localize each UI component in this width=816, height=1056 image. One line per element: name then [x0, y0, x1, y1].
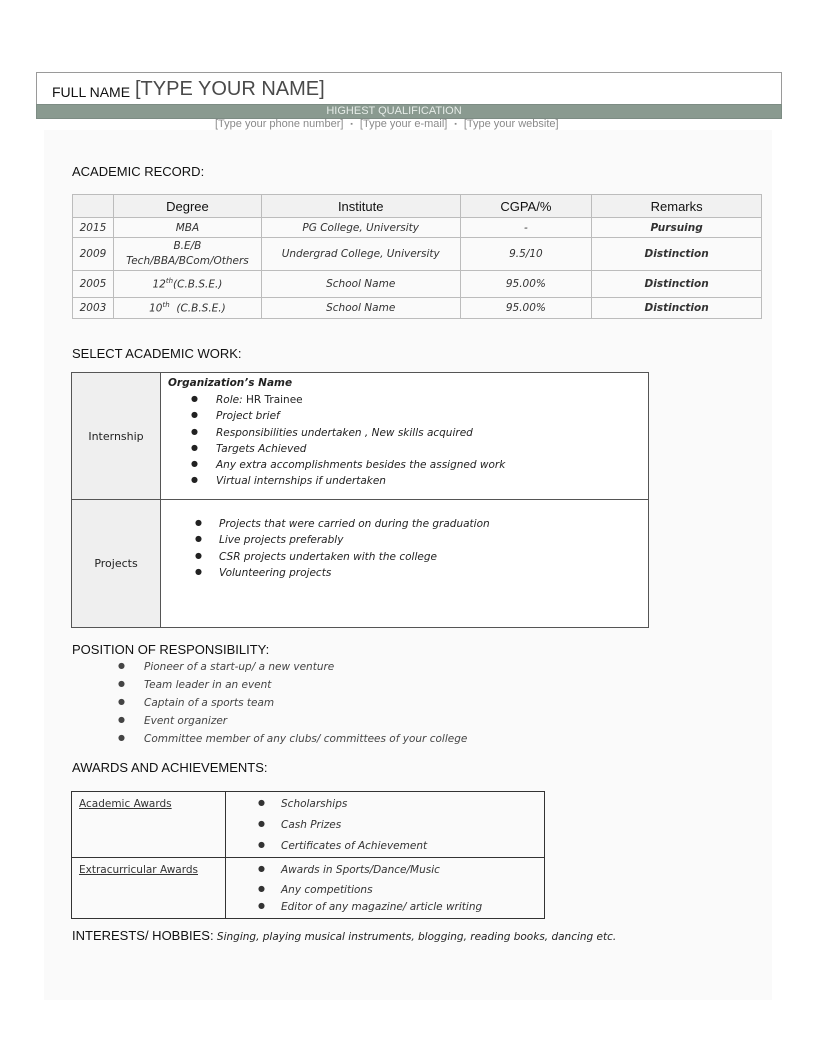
- bullet-dot-icon: ●: [258, 798, 265, 807]
- list-item-text: Awards in Sports/Dance/Music: [281, 864, 440, 876]
- list-item-text: Any extra accomplishments besides the assigned work: [216, 459, 506, 472]
- list-item: [227, 840, 543, 856]
- list-item: [118, 661, 467, 679]
- list-item-text: Cash Prizes: [281, 819, 342, 831]
- interests-title: INTERESTS/ HOBBIES:: [72, 928, 214, 943]
- row-score: 95.00%: [460, 298, 592, 319]
- projects-row: [72, 500, 649, 628]
- list-item-text: Responsibilities undertaken , New skills acquired: [216, 426, 473, 439]
- list-item-text: Editor of any magazine/ article writing: [281, 901, 483, 913]
- interests-value: Singing, playing musical instruments, blogging, reading books, dancing etc.: [213, 931, 617, 943]
- full-name-label: FULL NAME: [52, 84, 131, 100]
- awards-title: AWARDS AND ACHIEVEMENTS:: [72, 760, 268, 775]
- row-degree: [113, 271, 261, 298]
- list-item-text: Targets Achieved: [216, 442, 307, 455]
- table-row: [73, 218, 762, 238]
- separator-icon: ▪: [350, 121, 353, 128]
- list-item: [227, 819, 543, 840]
- list-item: [162, 567, 647, 583]
- bullet-dot-icon: ●: [195, 534, 202, 544]
- column-header-institute: Institute: [261, 195, 460, 218]
- academic-work-table: [71, 372, 649, 628]
- separator-icon: ▪: [454, 121, 457, 128]
- bullet-dot-icon: ●: [195, 518, 202, 527]
- row-degree: [113, 298, 261, 319]
- table-row: [73, 298, 762, 319]
- row-remarks: Distinction: [592, 238, 762, 271]
- list-item: [227, 884, 543, 901]
- responsibility-list: [118, 661, 467, 751]
- highest-qualification[interactable]: HIGHEST QUALIFICATION: [326, 105, 462, 117]
- list-item: [162, 475, 647, 491]
- bullet-dot-icon: ●: [118, 733, 125, 742]
- row-year: 2005: [73, 271, 114, 298]
- list-item: [162, 551, 647, 567]
- list-item-text: Volunteering projects: [219, 566, 332, 579]
- academic-work-title: SELECT ACADEMIC WORK:: [72, 346, 242, 361]
- website-placeholder[interactable]: [Type your website]: [463, 118, 559, 130]
- contact-line: [215, 118, 559, 130]
- awards-row-academic: [72, 792, 545, 858]
- degree-suffix: th: [165, 277, 174, 286]
- list-item: [227, 864, 543, 884]
- phone-placeholder[interactable]: [Type your phone number]: [215, 118, 344, 130]
- academic-awards-list: [226, 792, 545, 858]
- bullet-dot-icon: ●: [191, 459, 198, 469]
- list-item-text: Committee member of any clubs/ committees of your college: [144, 733, 468, 745]
- row-remarks: Pursuing: [592, 218, 762, 238]
- row-remarks: Distinction: [592, 298, 762, 319]
- email-placeholder[interactable]: [Type your e-mail]: [359, 118, 448, 130]
- academic-awards-label: Academic Awards: [72, 792, 226, 858]
- list-item: [162, 534, 647, 550]
- list-item: [118, 697, 467, 715]
- academic-record-table: [72, 194, 762, 319]
- list-item: [227, 798, 543, 819]
- extracurricular-awards-list: [226, 858, 545, 919]
- degree-number: 10: [149, 302, 163, 315]
- bullet-dot-icon: ●: [191, 442, 198, 452]
- column-header-degree: Degree: [113, 195, 261, 218]
- bullet-dot-icon: ●: [258, 884, 265, 893]
- responsibility-title: POSITION OF RESPONSIBILITY:: [72, 642, 270, 657]
- bullet-dot-icon: ●: [118, 679, 125, 688]
- bullet-dot-icon: ●: [118, 715, 125, 724]
- bullet-dot-icon: ●: [118, 697, 125, 706]
- list-item: [162, 518, 647, 534]
- internship-label: Internship: [72, 373, 161, 500]
- bullet-dot-icon: ●: [258, 864, 265, 873]
- list-item-text: CSR projects undertaken with the college: [219, 550, 437, 563]
- interests-section: [72, 928, 616, 943]
- row-year: 2015: [73, 218, 114, 238]
- table-row: [73, 238, 762, 271]
- list-item-text: Certificates of Achievement: [281, 840, 428, 852]
- row-degree: MBA: [113, 218, 261, 238]
- list-item: [162, 459, 647, 475]
- row-year: 2003: [73, 298, 114, 319]
- list-item-text: Captain of a sports team: [144, 697, 275, 709]
- column-header-year: [73, 195, 114, 218]
- bullet-dot-icon: ●: [258, 840, 265, 849]
- list-item-text: Any competitions: [281, 884, 373, 896]
- role-prefix: Role:: [216, 394, 243, 406]
- role-value: HR Trainee: [242, 394, 303, 406]
- row-remarks: Distinction: [592, 271, 762, 298]
- bullet-dot-icon: ●: [191, 394, 198, 403]
- row-score: -: [460, 218, 592, 238]
- row-institute: School Name: [261, 298, 460, 319]
- list-item-text: Pioneer of a start-up/ a new venture: [144, 661, 335, 673]
- list-item-text: Team leader in an event: [144, 679, 272, 691]
- bullet-dot-icon: ●: [258, 819, 265, 828]
- internship-details: [161, 373, 649, 500]
- list-item: [162, 443, 647, 459]
- list-item: [118, 715, 467, 733]
- row-institute: School Name: [261, 271, 460, 298]
- degree-board: (C.B.S.E.): [169, 302, 226, 315]
- degree-board: (C.B.S.E.): [173, 278, 223, 291]
- awards-row-extracurricular: [72, 858, 545, 919]
- column-header-score: CGPA/%: [460, 195, 592, 218]
- bullet-dot-icon: ●: [195, 566, 202, 576]
- extracurricular-awards-label: Extracurricular Awards: [72, 858, 226, 919]
- bullet-dot-icon: ●: [258, 901, 265, 910]
- row-institute: PG College, University: [261, 218, 460, 238]
- list-item: [118, 679, 467, 697]
- bullet-dot-icon: ●: [118, 661, 125, 670]
- list-item: [118, 733, 467, 751]
- list-item-text: Virtual internships if undertaken: [216, 475, 386, 488]
- row-institute: Undergrad College, University: [261, 238, 460, 271]
- degree-suffix: th: [162, 301, 170, 310]
- academic-record-title: ACADEMIC RECORD:: [72, 164, 205, 179]
- list-item-text: Project brief: [216, 410, 280, 423]
- degree-number: 12: [152, 278, 166, 291]
- row-year: 2009: [73, 238, 114, 271]
- internship-row: [72, 373, 649, 500]
- list-item-text: Scholarships: [281, 798, 348, 810]
- list-item-text: Live projects preferably: [219, 534, 344, 547]
- list-item-text: Projects that were carried on during the graduation: [219, 518, 490, 530]
- name-header: [36, 72, 782, 105]
- row-score: 9.5/10: [460, 238, 592, 271]
- row-degree: B.E/B Tech/BBA/BCom/Others: [113, 238, 261, 271]
- name-placeholder[interactable]: [TYPE YOUR NAME]: [135, 78, 325, 100]
- list-item: [162, 427, 647, 443]
- qualification-bar: [36, 104, 782, 119]
- internship-list: [162, 394, 647, 492]
- bullet-dot-icon: ●: [195, 550, 202, 560]
- projects-list: [162, 518, 647, 583]
- table-header-row: [73, 195, 762, 218]
- awards-bullets: [227, 864, 543, 917]
- table-row: [73, 271, 762, 298]
- column-header-remarks: Remarks: [592, 195, 762, 218]
- list-item-text: Event organizer: [144, 715, 228, 727]
- awards-bullets: [227, 798, 543, 856]
- list-item: [162, 394, 647, 410]
- list-item: [227, 901, 543, 917]
- awards-table: [71, 791, 545, 919]
- list-item: [162, 410, 647, 426]
- organization-name: Organization’s Name: [168, 377, 293, 389]
- bullet-dot-icon: ●: [191, 475, 198, 485]
- projects-details: [161, 500, 649, 628]
- projects-label: Projects: [72, 500, 161, 628]
- bullet-dot-icon: ●: [191, 426, 198, 436]
- bullet-dot-icon: ●: [191, 410, 198, 420]
- row-score: 95.00%: [460, 271, 592, 298]
